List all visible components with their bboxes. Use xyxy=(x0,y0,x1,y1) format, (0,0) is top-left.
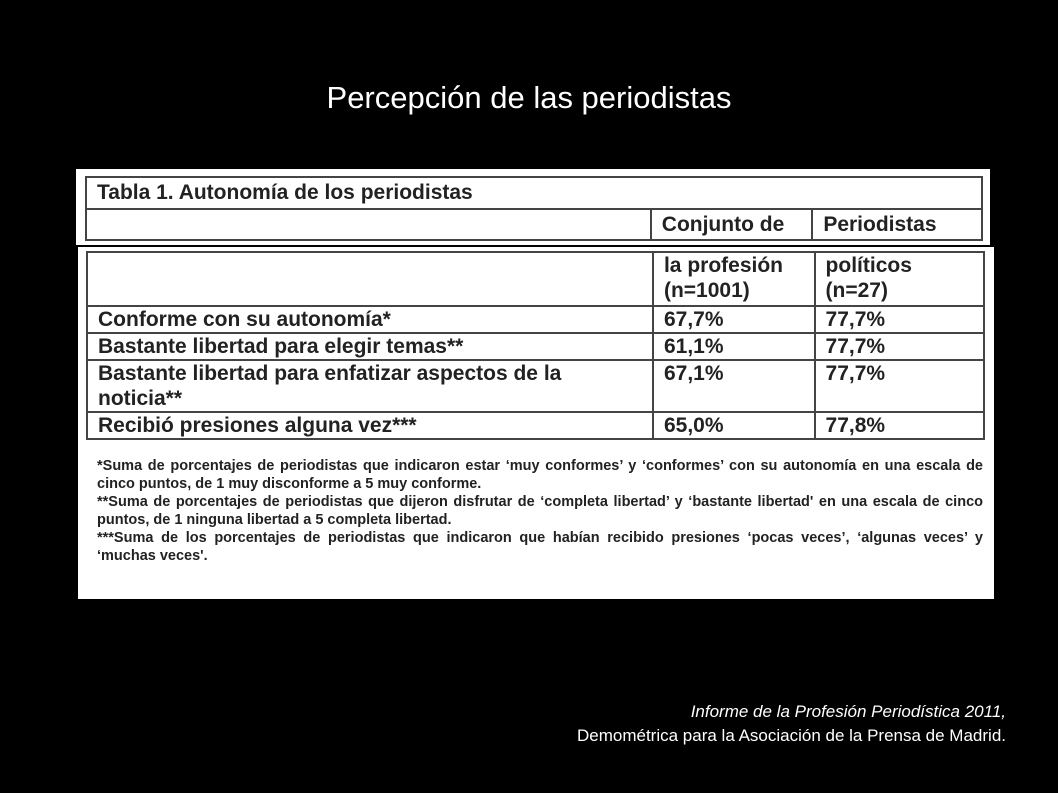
table-header-grid xyxy=(85,176,983,241)
row-value-profession: 65,0% xyxy=(653,412,815,439)
subheader-political-line1: políticos xyxy=(825,254,912,277)
row-value-profession: 61,1% xyxy=(653,333,815,360)
table-image-top xyxy=(76,169,990,245)
subheader-political-line2: (n=27) xyxy=(825,279,888,302)
header-cell-profession: Conjunto de xyxy=(651,209,813,240)
header-cell-political: Periodistas xyxy=(812,209,982,240)
source-reference: Informe de la Profesión Periodística 2011, xyxy=(690,702,1006,721)
table-footnotes xyxy=(97,457,983,565)
source-citation xyxy=(577,700,1006,748)
row-label: Conforme con su autonomía* xyxy=(87,306,653,333)
table-row xyxy=(87,333,984,360)
table-row xyxy=(87,412,984,439)
data-table xyxy=(86,251,985,440)
table-row xyxy=(87,306,984,333)
subheader-profession-line2: (n=1001) xyxy=(663,279,750,302)
source-organization: Demométrica para la Asociación de la Prensa de Madrid. xyxy=(577,726,1006,745)
table-caption: Tabla 1. Autonomía de los periodistas xyxy=(86,177,982,209)
footnote: ***Suma de los porcentajes de periodistas que indicaron que habían recibido presiones ‘pocas veces’, ‘algunas veces’ y ‘muchas veces'. xyxy=(97,530,983,564)
row-label xyxy=(87,360,653,412)
subheader-cell-political xyxy=(815,252,984,306)
subheader-profession-line1: la profesión xyxy=(663,254,783,277)
row-value-political: 77,8% xyxy=(815,412,984,439)
row-value-political: 77,7% xyxy=(815,333,984,360)
subheader-cell-profession xyxy=(653,252,815,306)
row-value-political: 77,7% xyxy=(815,306,984,333)
row-value-political: 77,7% xyxy=(815,360,984,412)
subheader-cell-empty xyxy=(87,252,653,306)
header-cell-empty xyxy=(86,209,651,240)
row-label-line1: Bastante libertad para enfatizar aspectos de la xyxy=(98,362,562,385)
row-value-profession: 67,7% xyxy=(653,306,815,333)
row-value-profession: 67,1% xyxy=(653,360,815,412)
slide-title: Percepción de las periodistas xyxy=(326,80,732,115)
row-label: Bastante libertad para elegir temas** xyxy=(87,333,653,360)
table-image-main xyxy=(78,247,994,599)
footnote: *Suma de porcentajes de periodistas que indicaron estar ‘muy conformes’ y ‘conformes’ con su autonomía en una escala de cinco puntos, de 1 muy disconforme a 5 muy conforme. xyxy=(97,458,983,492)
footnote: **Suma de porcentajes de periodistas que dijeron disfrutar de ‘completa libertad’ y ‘bastante libertad' en una escala de cinco puntos, de 1 ninguna libertad a 5 completa libertad. xyxy=(97,494,983,528)
table-row-subheader xyxy=(87,252,984,306)
row-label: Recibió presiones alguna vez*** xyxy=(87,412,653,439)
table-row xyxy=(87,360,984,412)
row-label-line2: noticia** xyxy=(98,387,183,410)
